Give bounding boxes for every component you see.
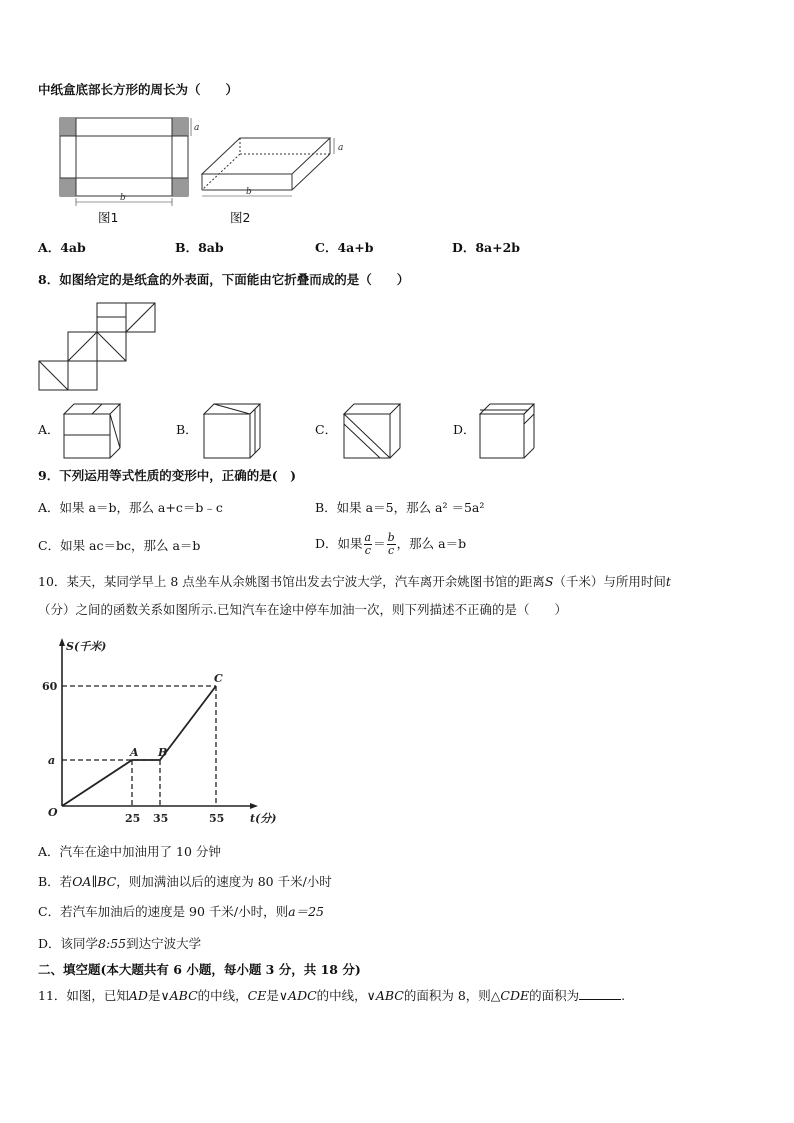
q7-option-a[interactable]: A．4ab [38,240,86,255]
q9-stem: 9．下列运用等式性质的变形中，正确的是( ) [38,468,297,483]
dim-b-label-1: b [120,193,126,203]
dim-a-label-1: a [194,123,200,133]
q8-net-figure [38,302,163,392]
y-tick-60: 60 [42,680,58,693]
dim-b-label-2: b [246,187,252,197]
y-axis-label: S(千米) [66,640,107,653]
dim-a-label-2: a [338,143,344,153]
q8-stem: 8．如图给定的是纸盒的外表面，下面能由它折叠而成的是（ ） [38,272,410,287]
q10-stem-line2: （分）之间的函数关系如图所示.已知汽车在途中停车加油一次，则下列描述不正确的是（ ） [38,602,567,617]
x-axis-arrow [250,803,258,809]
y-tick-a: a [48,754,56,767]
q8-option-c-cube[interactable] [342,402,404,458]
origin-label: O [48,806,58,819]
q8-option-d-cube[interactable] [478,402,540,458]
q9-option-b[interactable]: B．如果 a＝5，那么 a² ＝5a² [315,500,485,515]
answer-blank[interactable] [579,988,621,1000]
q10-option-b[interactable]: B．若OA∥BC，则加满油以后的速度为 80 千米/小时 [38,874,332,889]
q7-option-d[interactable]: D．8a+2b [452,240,521,255]
point-label-B: B [158,746,168,759]
fraction-b-over-c: $\frac{b}{c}$ [387,531,395,557]
x-axis-label: t(分) [250,812,277,825]
q8-option-b-label[interactable]: B． [176,422,198,437]
figure-2-label: 图2 [230,210,251,225]
x-tick-25: 25 [125,812,141,825]
section-2-heading: 二、填空题(本大题共有 6 小题，每小题 3 分，共 18 分) [38,962,361,977]
q7-stem: 中纸盒底部长方形的周长为（ ） [38,82,239,97]
series-line [62,686,216,806]
x-tick-35: 35 [153,812,169,825]
x-tick-55: 55 [209,812,225,825]
q9-option-d[interactable]: D．如果 $\frac{a}{c}$ ＝ $\frac{b}{c}$ ，那么 a＝b [315,531,467,557]
q8-option-a-cube[interactable] [62,402,124,458]
figure-1-label: 图1 [98,210,119,225]
q8-option-d-label[interactable]: D． [453,422,476,437]
q11-stem: 11．如图，已知AD是∨ABC的中线，CE是∨ADC的中线，∨ABC的面积为 8，则△CDE的面积为 . [38,988,626,1003]
q7-option-b[interactable]: B．8ab [175,240,224,255]
q8-option-c-label[interactable]: C． [315,422,338,437]
q9-option-a[interactable]: A．如果 a＝b，那么 a+c＝b﹣c [38,500,223,515]
point-label-A: A [130,746,139,759]
q10-option-d[interactable]: D．该同学8:55到达宁波大学 [38,936,202,951]
q10-stem-line1: 10．某天，某同学早上 8 点坐车从余姚图书馆出发去宁波大学，汽车离开余姚图书馆的距离S（千米）与所用时间t [38,574,671,589]
q8-option-b-cube[interactable] [202,402,264,458]
fraction-a-over-c: $\frac{a}{c}$ [364,531,372,557]
q7-figure-1 [58,116,198,226]
q9-option-c[interactable]: C．如果 ac＝bc，那么 a＝b [38,538,201,553]
y-axis-arrow [59,638,65,646]
q10-option-a[interactable]: A．汽车在途中加油用了 10 分钟 [38,844,221,859]
point-label-C: C [214,672,223,685]
q8-option-a-label[interactable]: A． [38,422,60,437]
distance-time-chart [38,636,288,836]
q10-option-c[interactable]: C．若汽车加油后的速度是 90 千米/小时，则a＝25 [38,904,324,919]
q7-option-c[interactable]: C．4a+b [315,240,374,255]
q7-figure-2 [200,134,360,214]
